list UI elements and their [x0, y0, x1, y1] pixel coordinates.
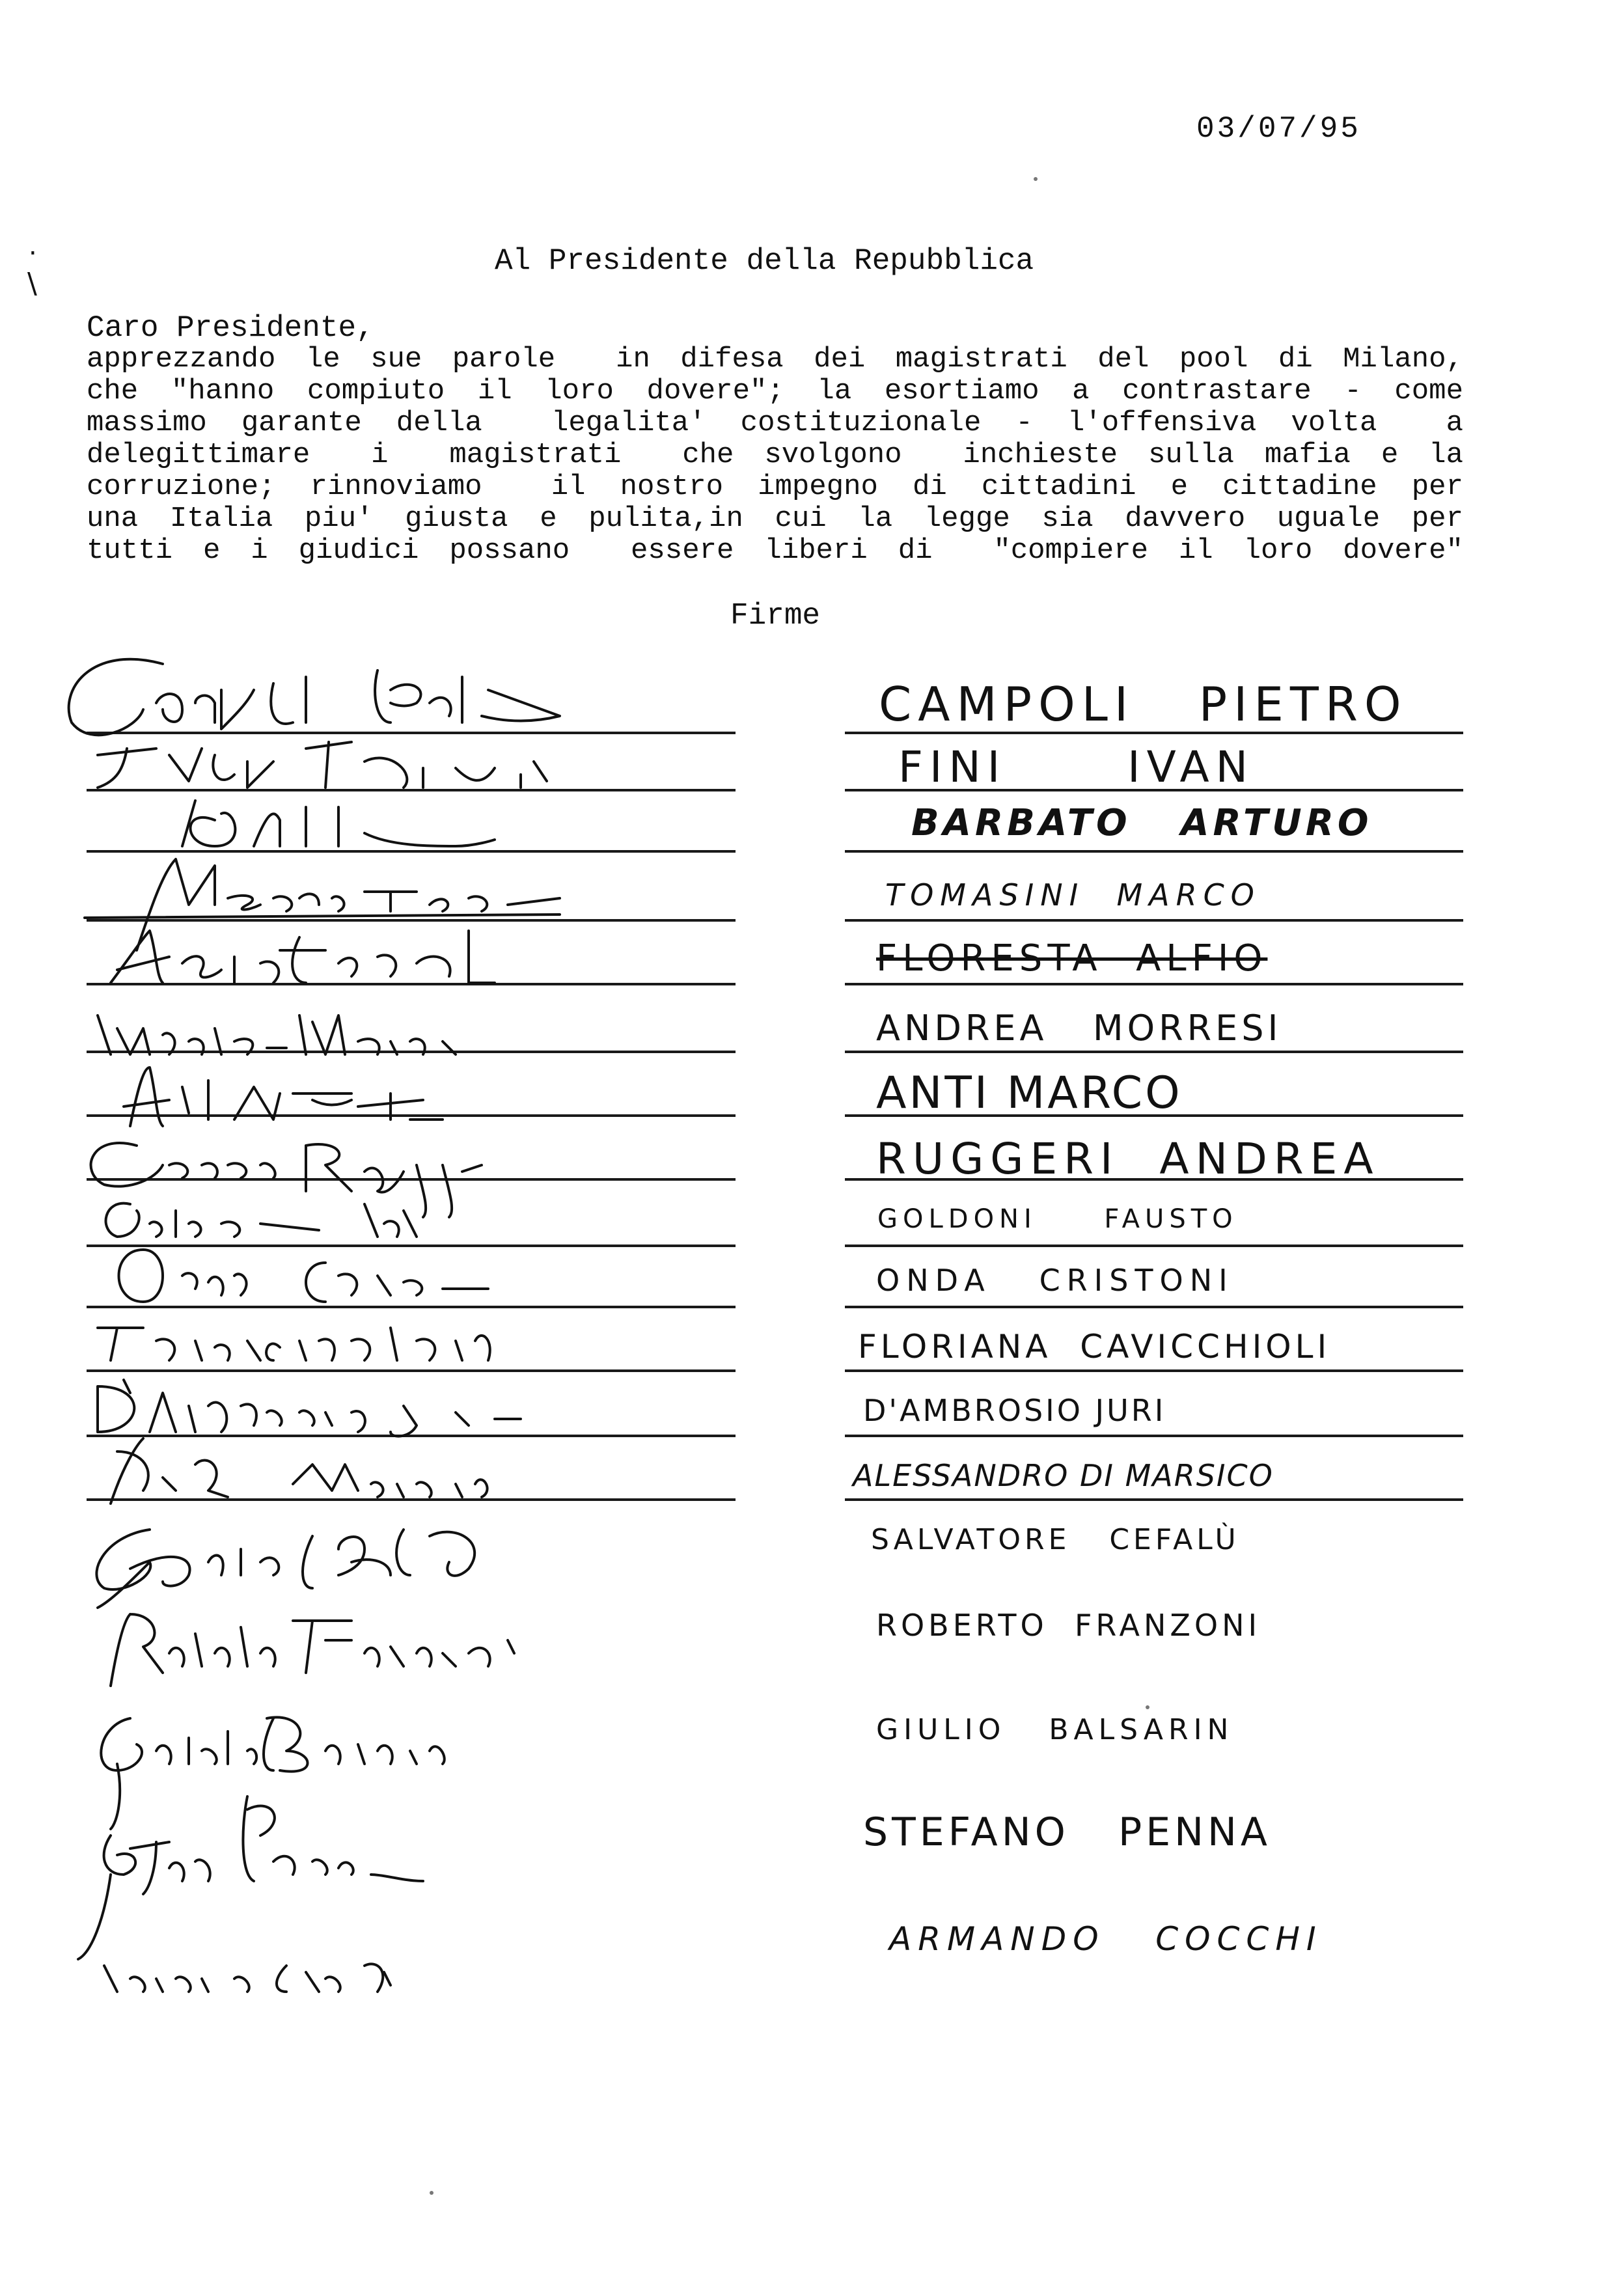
recipient-line: Al Presidente della Repubblica: [495, 244, 1034, 278]
signature-scribble: [98, 1015, 456, 1054]
signature-scribble: [85, 859, 560, 950]
signature-scribble: [124, 1067, 443, 1126]
margin-stroke-mark: \: [27, 267, 37, 300]
printed-name: ALESSANDRO DI MARSICO: [853, 1458, 1274, 1493]
printed-name: ROBERTO FRANZONI: [876, 1608, 1261, 1643]
printed-name: GIULIO BALSARIN: [876, 1713, 1234, 1746]
printed-name: RUGGERI ANDREA: [876, 1134, 1380, 1184]
printed-name: CAMPOLI PIETRO: [879, 677, 1408, 732]
signature-scribble: [69, 659, 560, 736]
printed-name: BARBATO ARTURO: [911, 802, 1373, 844]
printed-name: GOLDONI FAUSTO: [877, 1204, 1238, 1234]
signature-scribble: [98, 1380, 521, 1437]
printed-name: ONDA CRISTONI: [876, 1263, 1234, 1298]
margin-dot-mark: .: [29, 231, 37, 261]
signature-scribble: [111, 931, 495, 983]
scan-dot: [1034, 177, 1038, 181]
signatures-label: Firme: [730, 599, 821, 633]
signature-scribble: [111, 1614, 514, 1686]
letter-line: una Italia piu' giusta e pulita,in cui la legge sia davvero uguale per: [87, 502, 1463, 535]
letter-line: che "hanno compiuto il loro dovere"; la esortiamo a contrastare - come: [87, 375, 1463, 407]
printed-name: TOMASINI MARCO: [885, 877, 1261, 913]
printed-name: SALVATORE CEFALÙ: [871, 1523, 1240, 1556]
letter-line: tutti e i giudici possano essere liberi di "compiere il loro dovere": [87, 534, 1463, 567]
scan-dot: [430, 2191, 434, 2195]
signature-scribble: [119, 1250, 489, 1302]
salutation: Caro Presidente,: [87, 311, 374, 345]
printed-name: FLORIANA CAVICCHIOLI: [858, 1328, 1331, 1366]
signature-scribble: [111, 1438, 488, 1504]
printed-name: FLORESTA ALFIO: [876, 937, 1268, 980]
signature-scribble: [104, 1964, 391, 1992]
printed-name: ARMANDO COCCHI: [889, 1920, 1323, 1958]
letter-line: apprezzando le sue parole in difesa dei magistrati del pool di Milano,: [87, 343, 1463, 376]
letter-line: delegittimare i magistrati che svolgono inchieste sulla mafia e la: [87, 439, 1463, 471]
printed-name: ANTI MARCO: [876, 1067, 1183, 1119]
signature-scribble: [91, 1143, 482, 1217]
letter-line: massimo garante della legalita' costituzionale - l'offensiva volta a: [87, 407, 1463, 439]
signature-scribble: [106, 1203, 417, 1237]
signature-scribble: [96, 1530, 475, 1608]
signature-scribble: [98, 742, 547, 788]
printed-name: FINI IVAN: [898, 742, 1255, 792]
scan-dot: [1146, 1705, 1149, 1709]
printed-name: D'AMBROSIO JURI: [863, 1393, 1166, 1428]
letter-line: corruzione; rinnoviamo il nostro impegno di cittadini e cittadine per: [87, 471, 1463, 503]
printed-name: ANDREA MORRESI: [876, 1008, 1282, 1049]
letter-date: 03/07/95: [1196, 112, 1361, 146]
signature-scribble: [78, 1796, 423, 1959]
signature-scribble: [182, 801, 495, 846]
printed-name: STEFANO PENNA: [863, 1809, 1271, 1855]
signature-scribble: [98, 1328, 490, 1360]
